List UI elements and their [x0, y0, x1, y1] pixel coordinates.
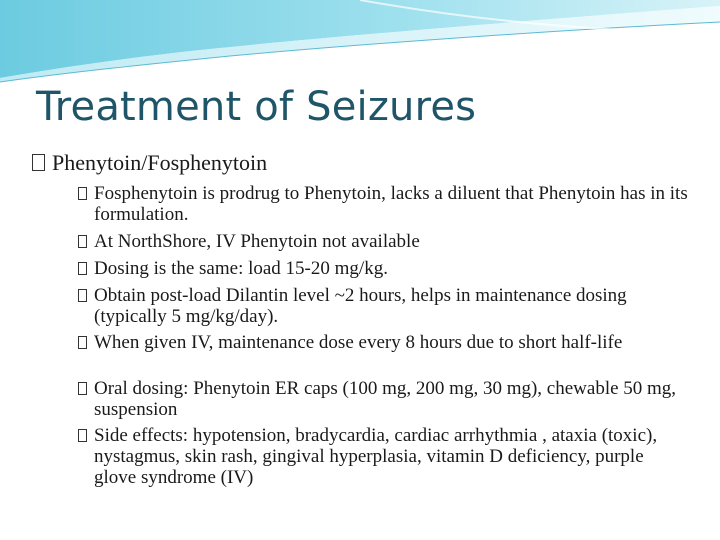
unsupported-glyph-icon: [78, 425, 90, 444]
unsupported-glyph-icon: [78, 285, 90, 304]
main-bullet: [32, 150, 267, 176]
unsupported-glyph-icon: [78, 332, 90, 351]
sub-bullet-text: Fosphenytoin is prodrug to Phenytoin, lacks a diluent that Phenytoin has in its formulation.: [94, 183, 688, 225]
sub-bullet: [78, 258, 690, 279]
sub-bullet-text: Side effects: hypotension, bradycardia, cardiac arrhythmia , ataxia (toxic), nystagmus, skin rash, gingival hyperplasia, vitamin D deficiency, purple glove syndrome (IV): [94, 425, 658, 488]
sub-bullet: [78, 231, 690, 252]
unsupported-glyph-icon: [32, 150, 50, 172]
sub-bullet: [78, 285, 690, 327]
sub-bullet: [78, 332, 690, 353]
sub-bullet-text: Dosing is the same: load 15-20 mg/kg.: [94, 258, 388, 279]
sub-bullet-text: When given IV, maintenance dose every 8 hours due to short half-life: [94, 332, 623, 353]
slide-title: Treatment of Seizures: [36, 84, 477, 130]
sub-bullet: [78, 425, 690, 488]
sub-bullet-text: Oral dosing: Phenytoin ER caps (100 mg, 200 mg, 30 mg), chewable 50 mg, suspension: [94, 378, 677, 420]
sub-bullet: [78, 378, 690, 420]
unsupported-glyph-icon: [78, 378, 90, 397]
sub-bullet: [78, 183, 690, 225]
main-bullet-text: Phenytoin/Fosphenytoin: [52, 150, 268, 175]
unsupported-glyph-icon: [78, 183, 90, 202]
unsupported-glyph-icon: [78, 231, 90, 250]
sub-bullet-text: At NorthShore, IV Phenytoin not available: [94, 231, 420, 252]
unsupported-glyph-icon: [78, 258, 90, 277]
sub-bullet-text: Obtain post-load Dilantin level ~2 hours, helps in maintenance dosing (typically 5 mg/kg/day).: [94, 285, 627, 327]
